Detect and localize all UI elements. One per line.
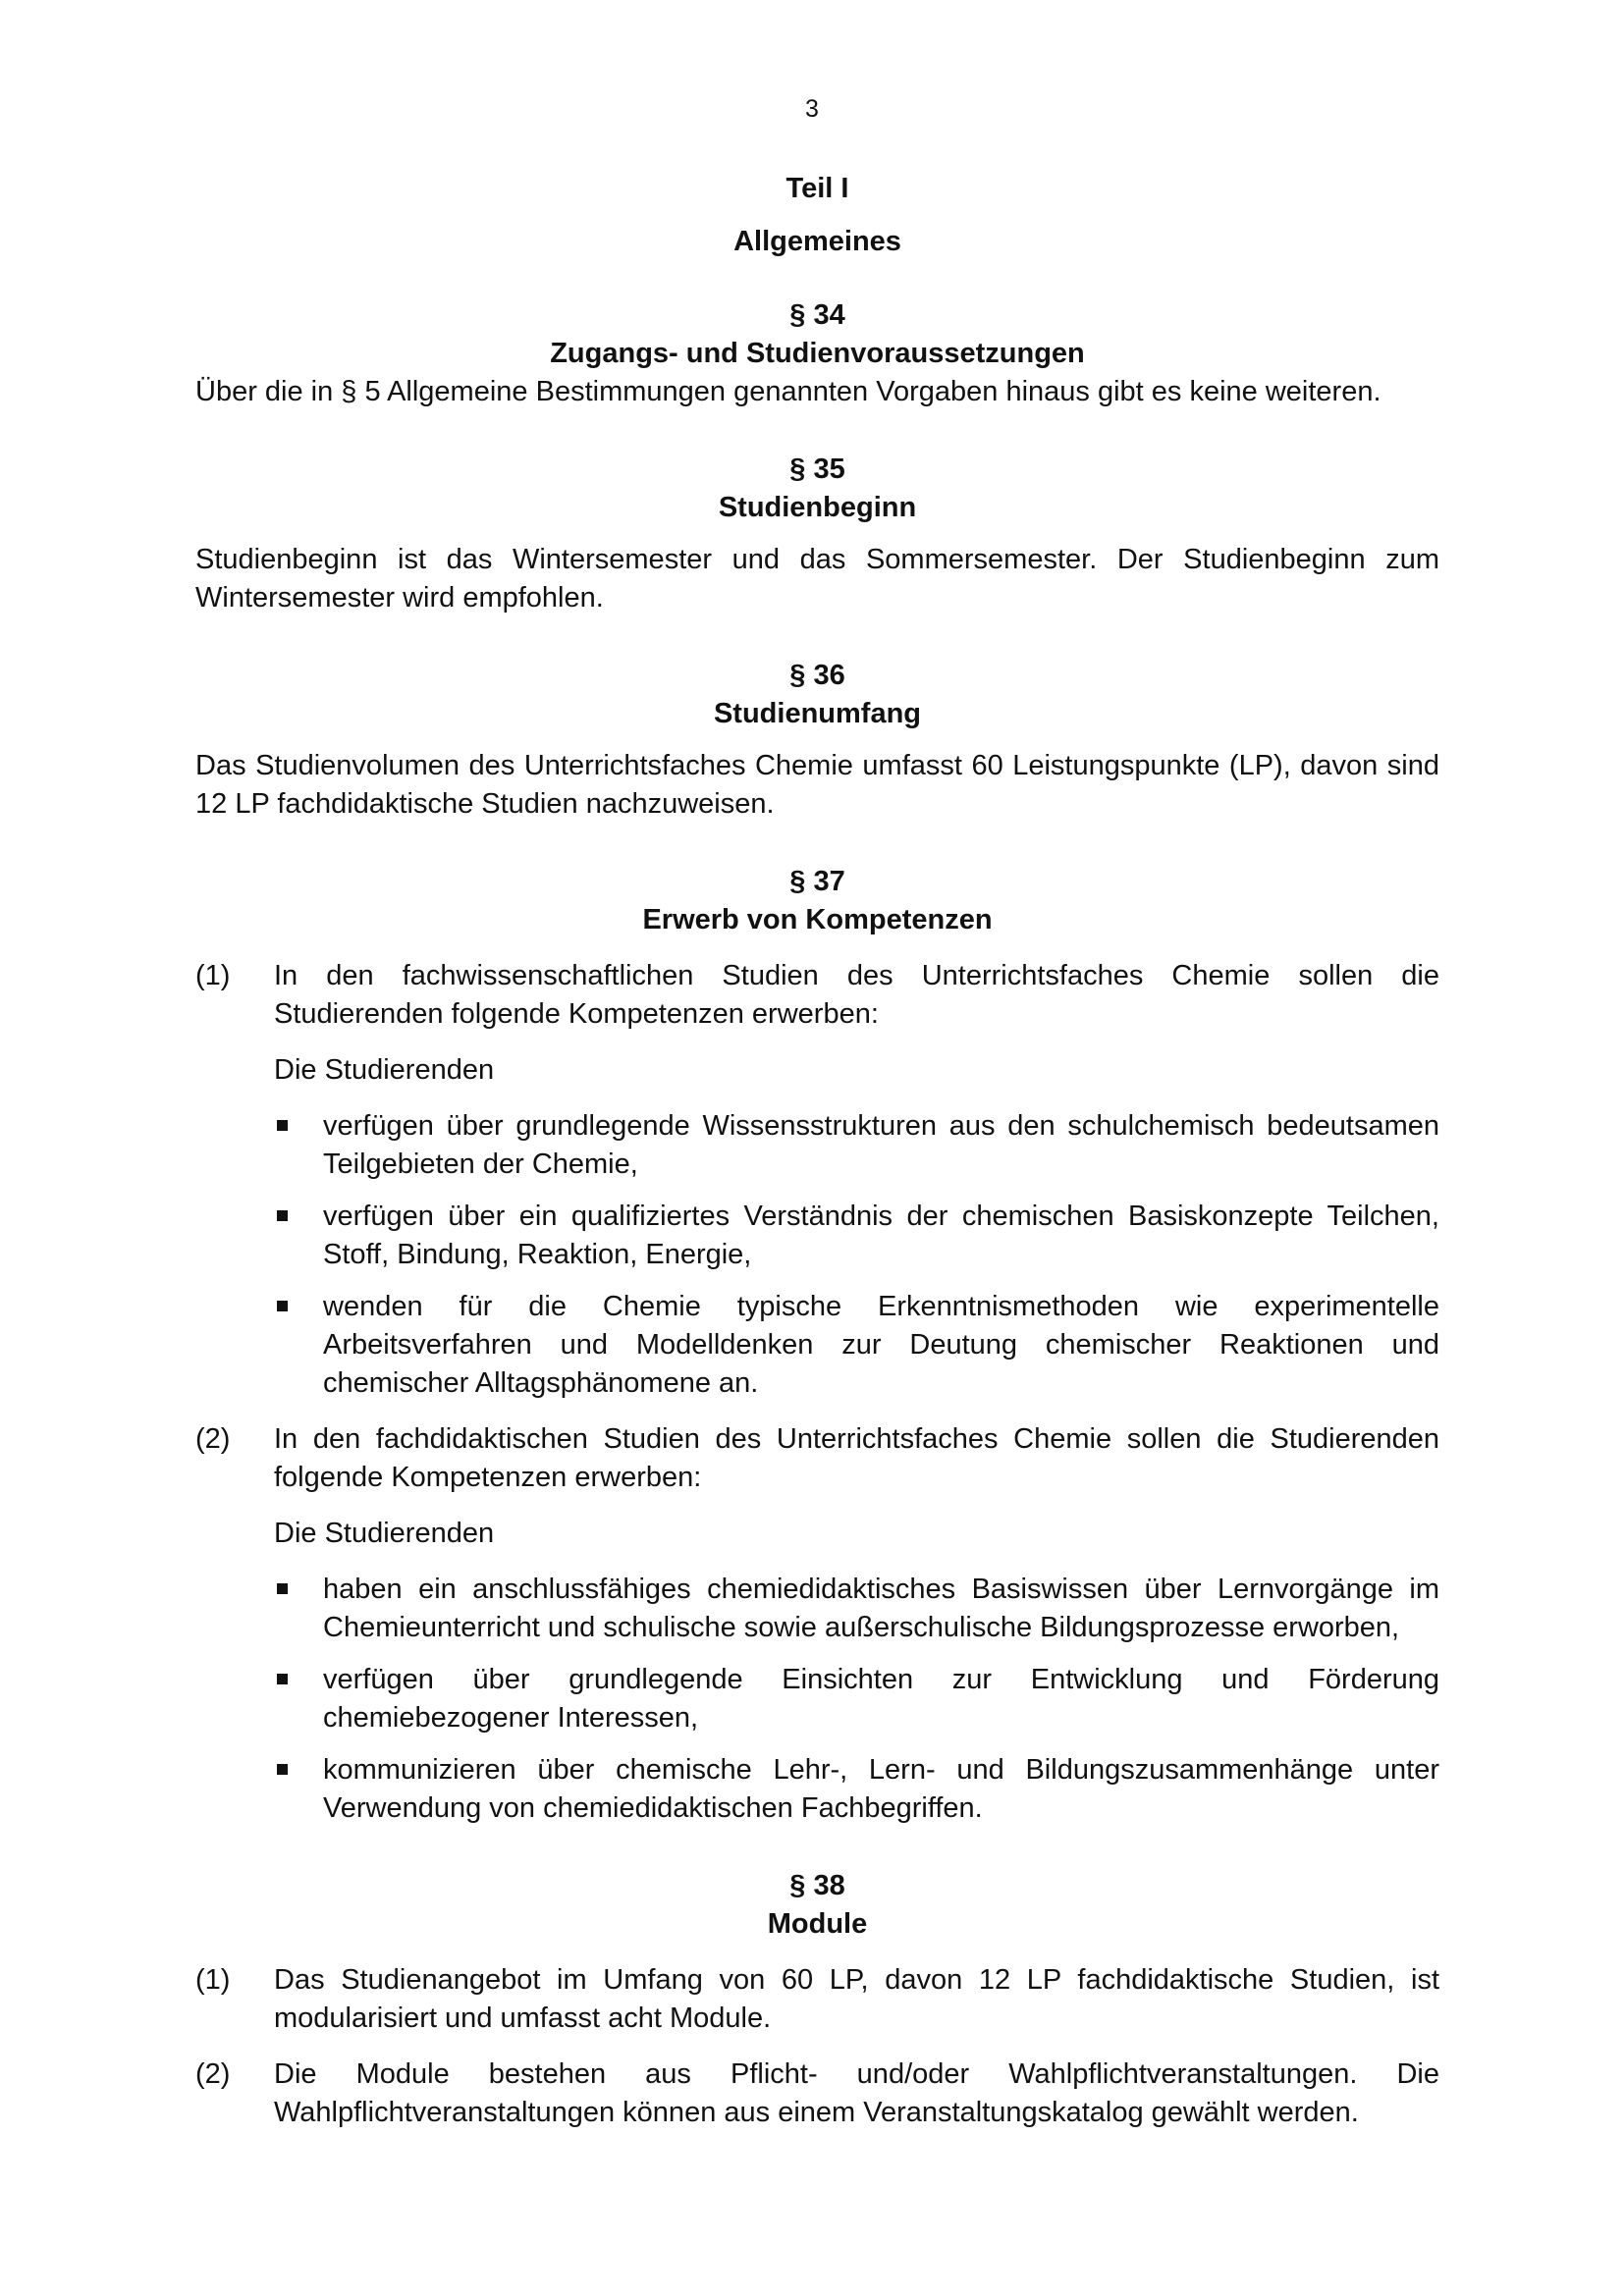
list-item [274, 1107, 1439, 1184]
section-number: § 34 [789, 299, 845, 331]
list-item-text: verfügen über ein qualifiziertes Verständnis der chemischen Basiskonzepte Teilchen, Stoff, Bindung, Reaktion, Energie, [323, 1201, 1439, 1270]
paragraph-number: (1) [195, 960, 231, 991]
bullet-list [274, 1571, 1439, 1828]
numbered-paragraph [195, 1420, 1439, 1828]
paragraph-text: Das Studienangebot im Umfang von 60 LP, davon 12 LP fachdidaktische Studien, ist modularisiert und umfasst acht Module. [274, 1964, 1439, 2034]
section-text: Studienbeginn ist das Wintersemester und das Sommersemester. Der Studienbeginn zum Wintersemester wird empfohlen. [195, 544, 1439, 614]
list-item-text: kommunizieren über chemische Lehr-, Lern- und Bildungszusammenhänge unter Verwendung von chemiedidaktischen Fachbegriffen. [323, 1754, 1439, 1824]
numbered-paragraph [195, 2056, 1439, 2132]
paragraph-text: In den fachwissenschaftlichen Studien des Unterrichtsfaches Chemie sollen die Studierenden folgende Kompetenzen erwerben: [274, 960, 1439, 1030]
list-item [274, 1751, 1439, 1828]
paragraph-text: Die Module bestehen aus Pflicht- und/oder Wahlpflichtveranstaltungen. Die Wahlpflichtveranstaltungen können aus einem Veranstaltungskatalog gewählt werden. [274, 2058, 1439, 2128]
bullet-square-icon [274, 1661, 323, 1737]
bullet-square-icon [274, 1751, 323, 1828]
paragraph-body [274, 1961, 1439, 2038]
page-number: 3 [805, 95, 819, 123]
paragraph-body [274, 957, 1439, 1403]
section-text: Das Studienvolumen des Unterrichtsfaches Chemie umfasst 60 Leistungspunkte (LP), davon sind 12 LP fachdidaktische Studien nachzuweisen. [195, 750, 1439, 820]
bullet-square-icon [274, 1571, 323, 1647]
section-number: § 38 [789, 1870, 845, 1901]
paragraph-body [274, 2056, 1439, 2132]
section-number: § 36 [789, 660, 845, 691]
numbered-paragraph [195, 1961, 1439, 2038]
bullet-list [274, 1107, 1439, 1403]
page-content [195, 169, 1439, 2132]
section-title: Erwerb von Kompetenzen [642, 904, 993, 935]
list-item-text: verfügen über grundlegende Einsichten zur Entwicklung und Förderung chemiebezogener Interessen, [323, 1664, 1439, 1734]
section-number: § 37 [789, 866, 845, 897]
list-item-text: verfügen über grundlegende Wissensstrukturen aus den schulchemisch bedeutsamen Teilgebieten der Chemie, [323, 1110, 1439, 1180]
list-item-text: haben ein anschlussfähiges chemiedidaktisches Basiswissen über Lernvorgänge im Chemieunterricht und schulische sowie außerschulische Bildungsprozesse erworben, [323, 1574, 1439, 1643]
bullet-square-icon [274, 1288, 323, 1403]
section-35 [195, 451, 1439, 617]
paragraph-number: (2) [195, 2058, 231, 2090]
paragraph-intro: Die Studierenden [274, 1518, 495, 1549]
list-item [274, 1571, 1439, 1647]
section-36 [195, 657, 1439, 824]
bullet-square-icon [274, 1198, 323, 1274]
section-37 [195, 863, 1439, 1828]
numbered-paragraph [195, 957, 1439, 1403]
list-item [274, 1288, 1439, 1403]
list-item-text: wenden für die Chemie typische Erkenntnismethoden wie experimentelle Arbeitsverfahren und Modelldenken zur Deutung chemischer Reaktionen und chemischer Alltagsphänomene an. [323, 1291, 1439, 1399]
section-title: Module [767, 1908, 868, 1940]
paragraph-number: (2) [195, 1423, 231, 1455]
paragraph-body [274, 1420, 1439, 1828]
section-number: § 35 [789, 454, 845, 485]
paragraph-number: (1) [195, 1964, 231, 1996]
part-subtitle: Allgemeines [733, 226, 901, 257]
section-title: Studienbeginn [718, 492, 917, 523]
paragraph-text: In den fachdidaktischen Studien des Unterrichtsfaches Chemie sollen die Studierenden folgende Kompetenzen erwerben: [274, 1423, 1439, 1493]
bullet-square-icon [274, 1107, 323, 1184]
section-34 [195, 296, 1439, 411]
section-title: Studienumfang [713, 698, 922, 729]
section-title: Zugangs- und Studienvoraussetzungen [550, 338, 1085, 369]
section-38 [195, 1867, 1439, 2132]
list-item [274, 1661, 1439, 1737]
paragraph-intro: Die Studierenden [274, 1054, 495, 1086]
section-text: Über die in § 5 Allgemeine Bestimmungen genannten Vorgaben hinaus gibt es keine weiteren. [195, 376, 1381, 407]
part-title: Teil I [785, 173, 849, 204]
list-item [274, 1198, 1439, 1274]
